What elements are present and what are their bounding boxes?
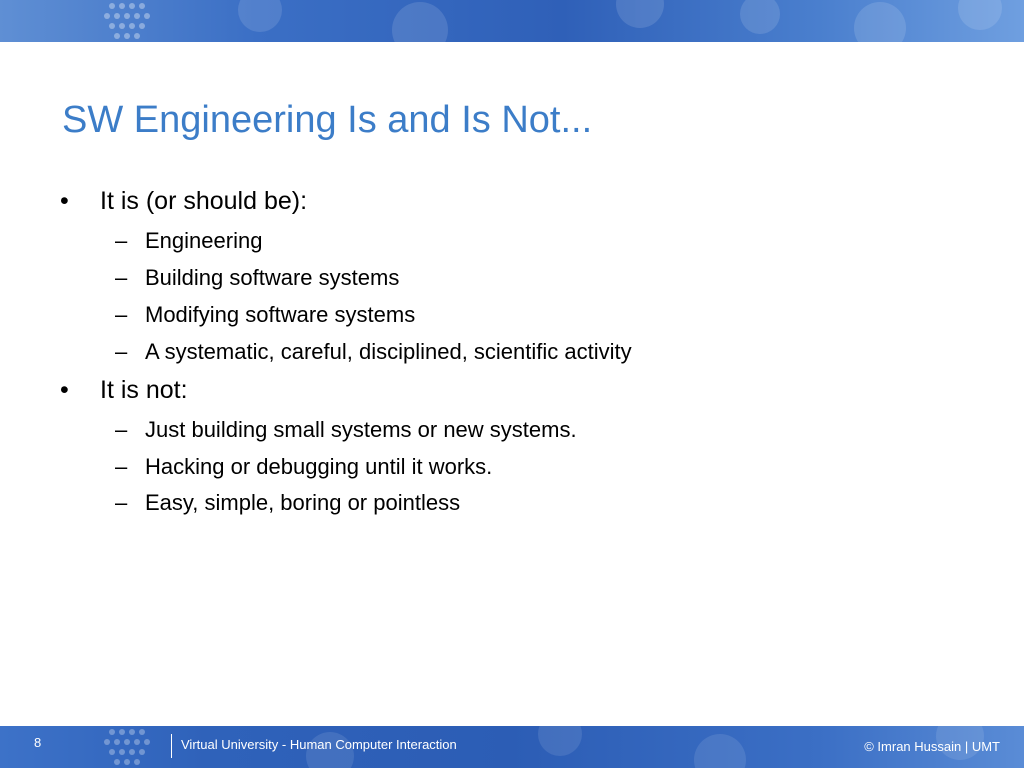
sub-bullet-marker: – xyxy=(115,302,128,327)
sub-bullet-marker: – xyxy=(115,417,128,442)
bullet-text: It is (or should be): xyxy=(100,187,308,215)
sub-bullet-text: Easy, simple, boring or pointless xyxy=(145,490,461,515)
sub-bullet-item xyxy=(115,490,460,516)
footer-copyright: © Imran Hussain | UMT xyxy=(864,739,1000,754)
sub-bullet-text: Just building small systems or new systems. xyxy=(145,417,577,442)
sub-bullet-marker: – xyxy=(115,490,128,515)
bullet-marker: • xyxy=(60,187,69,215)
bullet-item xyxy=(60,187,307,216)
footer-divider xyxy=(171,734,172,758)
sub-bullet-text: Hacking or debugging until it works. xyxy=(145,454,493,479)
sub-bullet-item xyxy=(115,265,399,291)
sub-bullet-marker: – xyxy=(115,228,128,253)
sub-bullet-item xyxy=(115,417,577,443)
sub-bullet-text: A systematic, careful, disciplined, scientific activity xyxy=(145,339,632,364)
bullet-item xyxy=(60,376,188,405)
sub-bullet-item xyxy=(115,302,415,328)
sub-bullet-marker: – xyxy=(115,454,128,479)
slide-title: SW Engineering Is and Is Not... xyxy=(62,99,593,141)
sub-bullet-text: Modifying software systems xyxy=(145,302,416,327)
footer-course-title: Virtual University - Human Computer Interaction xyxy=(181,737,457,752)
header-band xyxy=(0,0,1024,42)
sub-bullet-text: Engineering xyxy=(145,228,263,253)
bullet-text: It is not: xyxy=(100,376,188,404)
sub-bullet-item xyxy=(115,228,262,254)
decorative-dots-pattern xyxy=(0,0,1024,42)
sub-bullet-text: Building software systems xyxy=(145,265,400,290)
sub-bullet-marker: – xyxy=(115,265,128,290)
slide-number: 8 xyxy=(34,735,42,750)
sub-bullet-marker: – xyxy=(115,339,128,364)
sub-bullet-item xyxy=(115,339,632,365)
sub-bullet-item xyxy=(115,454,492,480)
bullet-marker: • xyxy=(60,376,69,404)
